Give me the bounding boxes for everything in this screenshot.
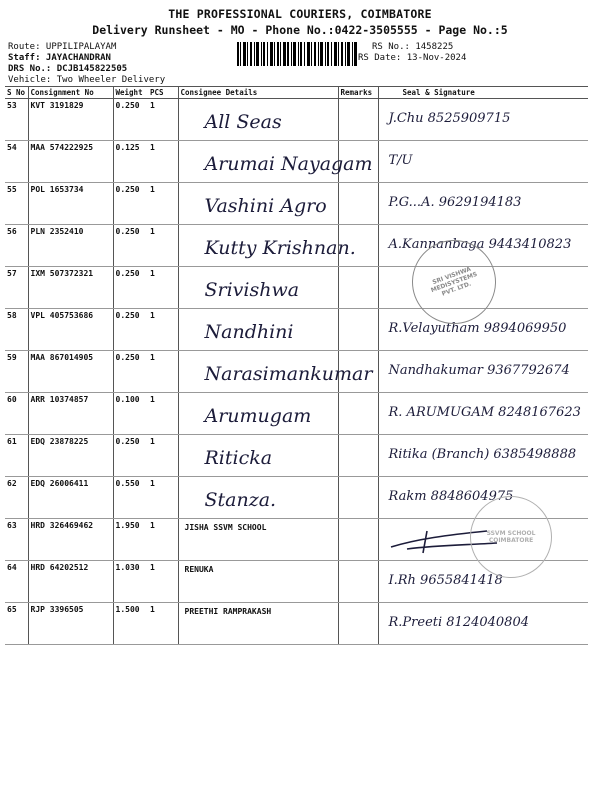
- consignment-cell: MAA 867014905: [28, 351, 113, 393]
- pcs-cell: 1: [148, 561, 178, 603]
- consignee-cell: [178, 561, 338, 603]
- weight-cell: 1.950: [113, 519, 148, 561]
- pcs-cell: 1: [148, 603, 178, 645]
- consignment-cell: MAA 574222925: [28, 141, 113, 183]
- consignee-handwritten-name: Stanza.: [204, 489, 277, 511]
- weight-cell: 0.250: [113, 99, 148, 141]
- sno-cell: 64: [5, 561, 28, 603]
- col-remarks-header: Remarks: [338, 87, 378, 99]
- table-row: [5, 435, 588, 477]
- remarks-cell: [338, 141, 378, 183]
- pcs-cell: 1: [148, 477, 178, 519]
- weight-cell: 0.250: [113, 309, 148, 351]
- consignee-handwritten-name: Arumai Nayagam: [204, 153, 373, 175]
- consignee-cell: [178, 519, 338, 561]
- consignee-handwritten-name: Srivishwa: [204, 279, 300, 301]
- table-header-row: [5, 87, 588, 99]
- sno-cell: 58: [5, 309, 28, 351]
- consignee-typed-name: RENUKA: [184, 565, 214, 574]
- drs-label: DRS No.: DCJB145822505: [8, 64, 128, 74]
- consignee-handwritten-name: All Seas: [204, 111, 282, 133]
- consignment-cell: EDQ 23878225: [28, 435, 113, 477]
- sno-cell: 56: [5, 225, 28, 267]
- pcs-cell: 1: [148, 309, 178, 351]
- consignment-cell: VPL 405753686: [28, 309, 113, 351]
- consignee-cell: [178, 309, 338, 351]
- table-row: [5, 351, 588, 393]
- pcs-cell: 1: [148, 267, 178, 309]
- pcs-cell: 1: [148, 519, 178, 561]
- staff-label: Staff: JAYACHANDRAN: [8, 53, 111, 63]
- handwritten-signature: Ritika (Branch) 6385498888: [388, 447, 577, 462]
- consignee-cell: [178, 393, 338, 435]
- sno-cell: 63: [5, 519, 28, 561]
- company-seal-text: SRI VISHWA MEDISYSTEMS PVT. LTD.: [429, 265, 479, 298]
- signature-cell: [378, 141, 588, 183]
- runsheet-subtitle: Delivery Runsheet - MO - Phone No.:0422-3505555 - Page No.:5: [92, 23, 508, 37]
- remarks-cell: [338, 477, 378, 519]
- consignment-cell: KVT 3191829: [28, 99, 113, 141]
- sno-cell: 65: [5, 603, 28, 645]
- consignment-cell: IXM 507372321: [28, 267, 113, 309]
- school-seal-text: SSVM SCHOOL COIMBATORE: [486, 530, 536, 544]
- consignee-cell: [178, 603, 338, 645]
- weight-cell: 0.250: [113, 225, 148, 267]
- table-row: [5, 267, 588, 309]
- consignment-cell: HRD 64202512: [28, 561, 113, 603]
- remarks-cell: [338, 393, 378, 435]
- weight-cell: 0.250: [113, 435, 148, 477]
- sno-cell: 55: [5, 183, 28, 225]
- handwritten-signature: R.Preeti 8124040804: [388, 615, 529, 630]
- sno-cell: 57: [5, 267, 28, 309]
- signature-cell: [378, 603, 588, 645]
- handwritten-signature: R. ARUMUGAM 8248167623: [388, 405, 581, 420]
- table-row: [5, 183, 588, 225]
- remarks-cell: [338, 351, 378, 393]
- consignment-cell: HRD 326469462: [28, 519, 113, 561]
- signature-cell: [378, 393, 588, 435]
- handwritten-signature: Rakm 8848604975: [388, 489, 514, 504]
- consignee-handwritten-name: Nandhini: [204, 321, 294, 343]
- consignment-cell: RJP 3396505: [28, 603, 113, 645]
- table-row: [5, 99, 588, 141]
- col-pcs-header: PCS: [148, 87, 178, 99]
- remarks-cell: [338, 435, 378, 477]
- table-row: [5, 603, 588, 645]
- signature-cell: [378, 99, 588, 141]
- handwritten-signature: T/U: [388, 153, 413, 168]
- sno-cell: 61: [5, 435, 28, 477]
- remarks-cell: [338, 183, 378, 225]
- handwritten-signature: I.Rh 9655841418: [388, 573, 503, 588]
- consignee-handwritten-name: Riticka: [204, 447, 273, 469]
- signature-cell: [378, 183, 588, 225]
- handwritten-signature: R.Velayutham 9894069950: [388, 321, 567, 336]
- consignment-cell: EDQ 26006411: [28, 477, 113, 519]
- pcs-cell: 1: [148, 141, 178, 183]
- handwritten-signature: Nandhakumar 9367792674: [388, 363, 570, 378]
- consignee-handwritten-name: Kutty Krishnan.: [204, 237, 356, 259]
- table-row: [5, 393, 588, 435]
- consignee-cell: [178, 99, 338, 141]
- weight-cell: 0.550: [113, 477, 148, 519]
- consignee-cell: [178, 351, 373, 393]
- sno-cell: 54: [5, 141, 28, 183]
- weight-cell: 0.250: [113, 351, 148, 393]
- consignment-cell: ARR 10374857: [28, 393, 113, 435]
- col-weight-header: Weight: [113, 87, 148, 99]
- remarks-cell: [338, 225, 378, 267]
- rs-date: RS Date: 13-Nov-2024: [358, 53, 467, 63]
- route-label: Route: UPPILIPALAYAM: [8, 42, 117, 52]
- signature-cell: [378, 309, 588, 351]
- consignee-cell: [178, 183, 338, 225]
- remarks-cell: [338, 267, 378, 309]
- sno-cell: 60: [5, 393, 28, 435]
- handwritten-signature: A.Kannanbaga 9443410823: [388, 237, 572, 252]
- remarks-cell: [338, 309, 378, 351]
- remarks-cell: [338, 603, 378, 645]
- consignment-cell: POL 1653734: [28, 183, 113, 225]
- consignee-cell: [178, 225, 356, 267]
- table-row: [5, 141, 588, 183]
- weight-cell: 0.125: [113, 141, 148, 183]
- pcs-cell: 1: [148, 393, 178, 435]
- pcs-cell: 1: [148, 183, 178, 225]
- weight-cell: 0.100: [113, 393, 148, 435]
- remarks-cell: [338, 99, 378, 141]
- pcs-cell: 1: [148, 99, 178, 141]
- company-title: THE PROFESSIONAL COURIERS, COIMBATORE: [168, 7, 432, 21]
- pcs-cell: 1: [148, 225, 178, 267]
- consignee-typed-name: PREETHI RAMPRAKASH: [184, 607, 272, 616]
- signature-cell: [378, 435, 588, 477]
- weight-cell: 1.500: [113, 603, 148, 645]
- table-row: [5, 309, 588, 351]
- sno-cell: 62: [5, 477, 28, 519]
- barcode: [237, 42, 357, 66]
- sno-cell: 59: [5, 351, 28, 393]
- consignee-handwritten-name: Arumugam: [204, 405, 312, 427]
- handwritten-signature: P.G...A. 9629194183: [388, 195, 522, 210]
- pcs-cell: 1: [148, 351, 178, 393]
- weight-cell: 0.250: [113, 267, 148, 309]
- signature-cell: [378, 351, 588, 393]
- sno-cell: 53: [5, 99, 28, 141]
- col-sno-header: S No: [5, 87, 28, 99]
- weight-cell: 0.250: [113, 183, 148, 225]
- consignee-handwritten-name: Narasimankumar: [204, 363, 373, 385]
- pcs-cell: 1: [148, 435, 178, 477]
- consignee-cell: [178, 267, 338, 309]
- consignee-typed-name: JISHA SSVM SCHOOL: [184, 523, 267, 532]
- consignee-cell: [178, 477, 338, 519]
- table-row: [5, 225, 588, 267]
- col-signature-header: Seal & Signature: [378, 87, 588, 99]
- school-seal-stamp: [470, 496, 552, 578]
- vehicle-label: Vehicle: Two Wheeler Delivery: [8, 75, 166, 85]
- consignee-handwritten-name: Vashini Agro: [204, 195, 327, 217]
- consignee-cell: [178, 435, 338, 477]
- handwritten-signature: J.Chu 8525909715: [388, 111, 511, 126]
- weight-cell: 1.030: [113, 561, 148, 603]
- consignment-cell: PLN 2352410: [28, 225, 113, 267]
- remarks-cell: [338, 561, 378, 603]
- col-consignment-header: Consignment No: [28, 87, 113, 99]
- consignee-cell: [178, 141, 373, 183]
- col-consignee-header: Consignee Details: [178, 87, 338, 99]
- remarks-cell: [338, 519, 378, 561]
- rs-number: RS No.: 1458225: [372, 42, 454, 52]
